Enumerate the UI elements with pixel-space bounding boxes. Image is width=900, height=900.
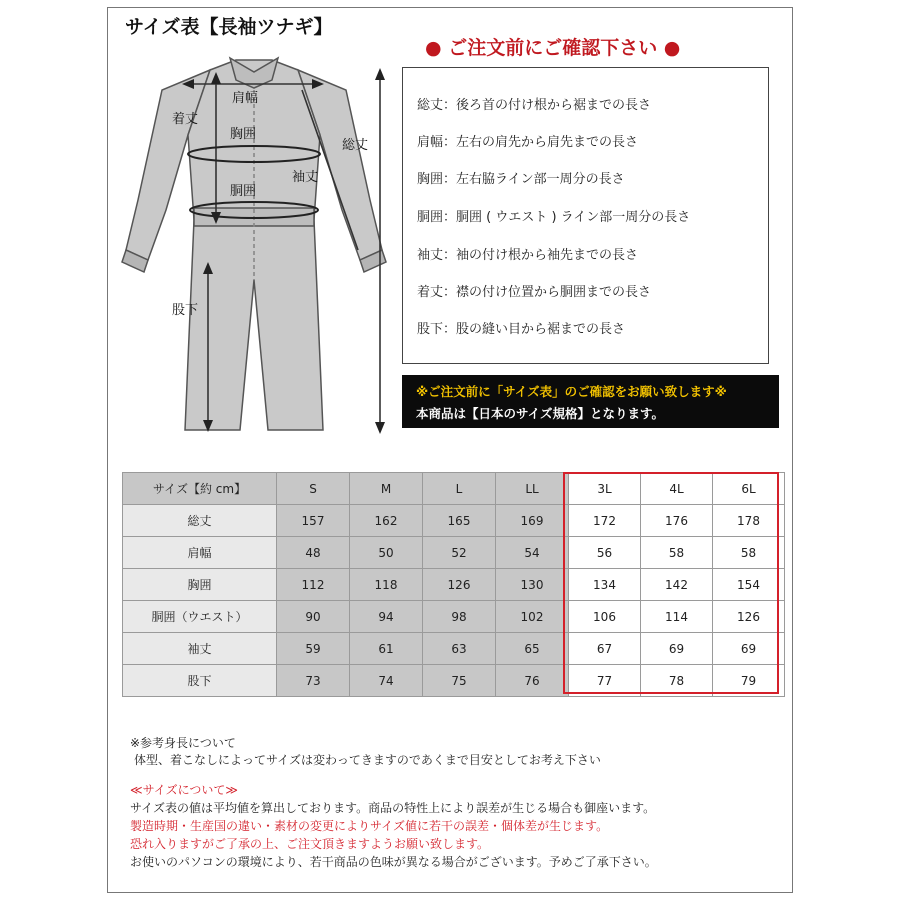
table-cell: 78 — [641, 665, 713, 697]
label-dou: 胴囲 — [230, 184, 257, 199]
table-row — [123, 665, 785, 697]
table-cell: 142 — [641, 569, 713, 601]
table-cell: 112 — [277, 569, 350, 601]
table-cell: 69 — [641, 633, 713, 665]
table-cell: 157 — [277, 505, 350, 537]
table-cell: 106 — [569, 601, 641, 633]
definition-item: 胸囲：左右脇ライン部一周分の長さ — [417, 172, 625, 187]
table-cell: 134 — [569, 569, 641, 601]
table-cell: 69 — [713, 633, 785, 665]
row-label: 袖丈 — [123, 633, 277, 665]
table-cell: 74 — [350, 665, 423, 697]
note-line: お使いのパソコンの環境により、若干商品の色味が異なる場合がございます。予めご了承下さい。 — [130, 855, 657, 869]
row-label: 総丈 — [123, 505, 277, 537]
table-cell: 172 — [569, 505, 641, 537]
page-title: サイズ表【長袖ツナギ】 — [125, 16, 333, 38]
table-cell: 59 — [277, 633, 350, 665]
table-cell: 126 — [423, 569, 496, 601]
label-soutake: 総丈 — [342, 138, 369, 153]
table-cell: 176 — [641, 505, 713, 537]
definition-item: 胴囲：胴囲 ( ウエスト ) ライン部一周分の長さ — [417, 210, 691, 225]
table-row — [123, 601, 785, 633]
table-cell: 52 — [423, 537, 496, 569]
table-cell: 63 — [423, 633, 496, 665]
table-cell: 76 — [496, 665, 569, 697]
table-cell: 58 — [713, 537, 785, 569]
label-munei: 胸囲 — [230, 127, 257, 142]
note-line: 製造時期・生産国の違い・素材の変更によりサイズ値に若干の誤差・個体差が生じます。 — [130, 819, 609, 833]
table-cell: 165 — [423, 505, 496, 537]
size-header: 6L — [713, 473, 785, 505]
label-kitake: 着丈 — [172, 112, 199, 127]
table-cell: 169 — [496, 505, 569, 537]
table-cell: 118 — [350, 569, 423, 601]
table-row — [123, 505, 785, 537]
table-cell: 130 — [496, 569, 569, 601]
table-row — [123, 569, 785, 601]
size-header: LL — [496, 473, 569, 505]
table-cell: 154 — [713, 569, 785, 601]
table-cell: 162 — [350, 505, 423, 537]
size-header: 4L — [641, 473, 713, 505]
size-table — [122, 472, 785, 697]
row-label: 胸囲 — [123, 569, 277, 601]
label-katahaba: 肩幅 — [232, 91, 259, 106]
note-size-title: ≪サイズについて≫ — [130, 783, 238, 797]
definition-item: 着丈：襟の付け位置から胴囲までの長さ — [417, 285, 652, 300]
row-label: 肩幅 — [123, 537, 277, 569]
table-cell: 98 — [423, 601, 496, 633]
table-cell: 65 — [496, 633, 569, 665]
table-cell: 102 — [496, 601, 569, 633]
table-cell: 94 — [350, 601, 423, 633]
table-cell: 126 — [713, 601, 785, 633]
row-label: 胴囲（ウエスト） — [123, 601, 277, 633]
table-row — [123, 537, 785, 569]
definition-item: 肩幅：左右の肩先から肩先までの長さ — [417, 135, 639, 150]
table-cell: 61 — [350, 633, 423, 665]
table-cell: 48 — [277, 537, 350, 569]
table-row — [123, 633, 785, 665]
label-sodetake: 袖丈 — [292, 170, 319, 185]
table-cell: 75 — [423, 665, 496, 697]
label-matashita: 股下 — [172, 303, 199, 318]
table-cell: 50 — [350, 537, 423, 569]
definition-item: 股下：股の縫い目から裾までの長さ — [417, 322, 626, 337]
measurement-definitions — [402, 67, 769, 364]
coverall-diagram — [118, 50, 393, 442]
table-cell: 58 — [641, 537, 713, 569]
table-header-label: サイズ【約 cm】 — [123, 473, 277, 505]
table-cell: 114 — [641, 601, 713, 633]
size-header: 3L — [569, 473, 641, 505]
definition-item: 総丈：後ろ首の付け根から裾までの長さ — [417, 98, 652, 113]
table-cell: 67 — [569, 633, 641, 665]
banner-line-1: ※ご注文前に「サイズ表」のご確認をお願い致します※ — [416, 384, 727, 399]
table-cell: 79 — [713, 665, 785, 697]
table-cell: 56 — [569, 537, 641, 569]
table-cell: 54 — [496, 537, 569, 569]
size-header: M — [350, 473, 423, 505]
note-line: 恐れ入りますがご了承の上、ご注文頂きますようお願い致します。 — [130, 837, 490, 851]
note-reference-body: 体型、着こなしによってサイズは変わってきますのであくまで目安としてお考え下さい — [134, 753, 601, 767]
note-line: サイズ表の値は平均値を算出しております。商品の特性上により誤差が生じる場合も御座います。 — [130, 801, 656, 815]
order-notice: ● ご注文前にご確認下さい ● — [425, 37, 681, 59]
table-cell: 73 — [277, 665, 350, 697]
size-header: L — [423, 473, 496, 505]
size-standard-banner — [402, 375, 779, 428]
table-header-row — [123, 473, 785, 505]
row-label: 股下 — [123, 665, 277, 697]
size-header: S — [277, 473, 350, 505]
definition-item: 袖丈：袖の付け根から袖先までの長さ — [417, 248, 639, 263]
banner-line-2: 本商品は【日本のサイズ規格】となります。 — [416, 406, 665, 421]
table-cell: 178 — [713, 505, 785, 537]
table-cell: 90 — [277, 601, 350, 633]
table-cell: 77 — [569, 665, 641, 697]
note-reference-title: ※参考身長について — [130, 736, 236, 750]
